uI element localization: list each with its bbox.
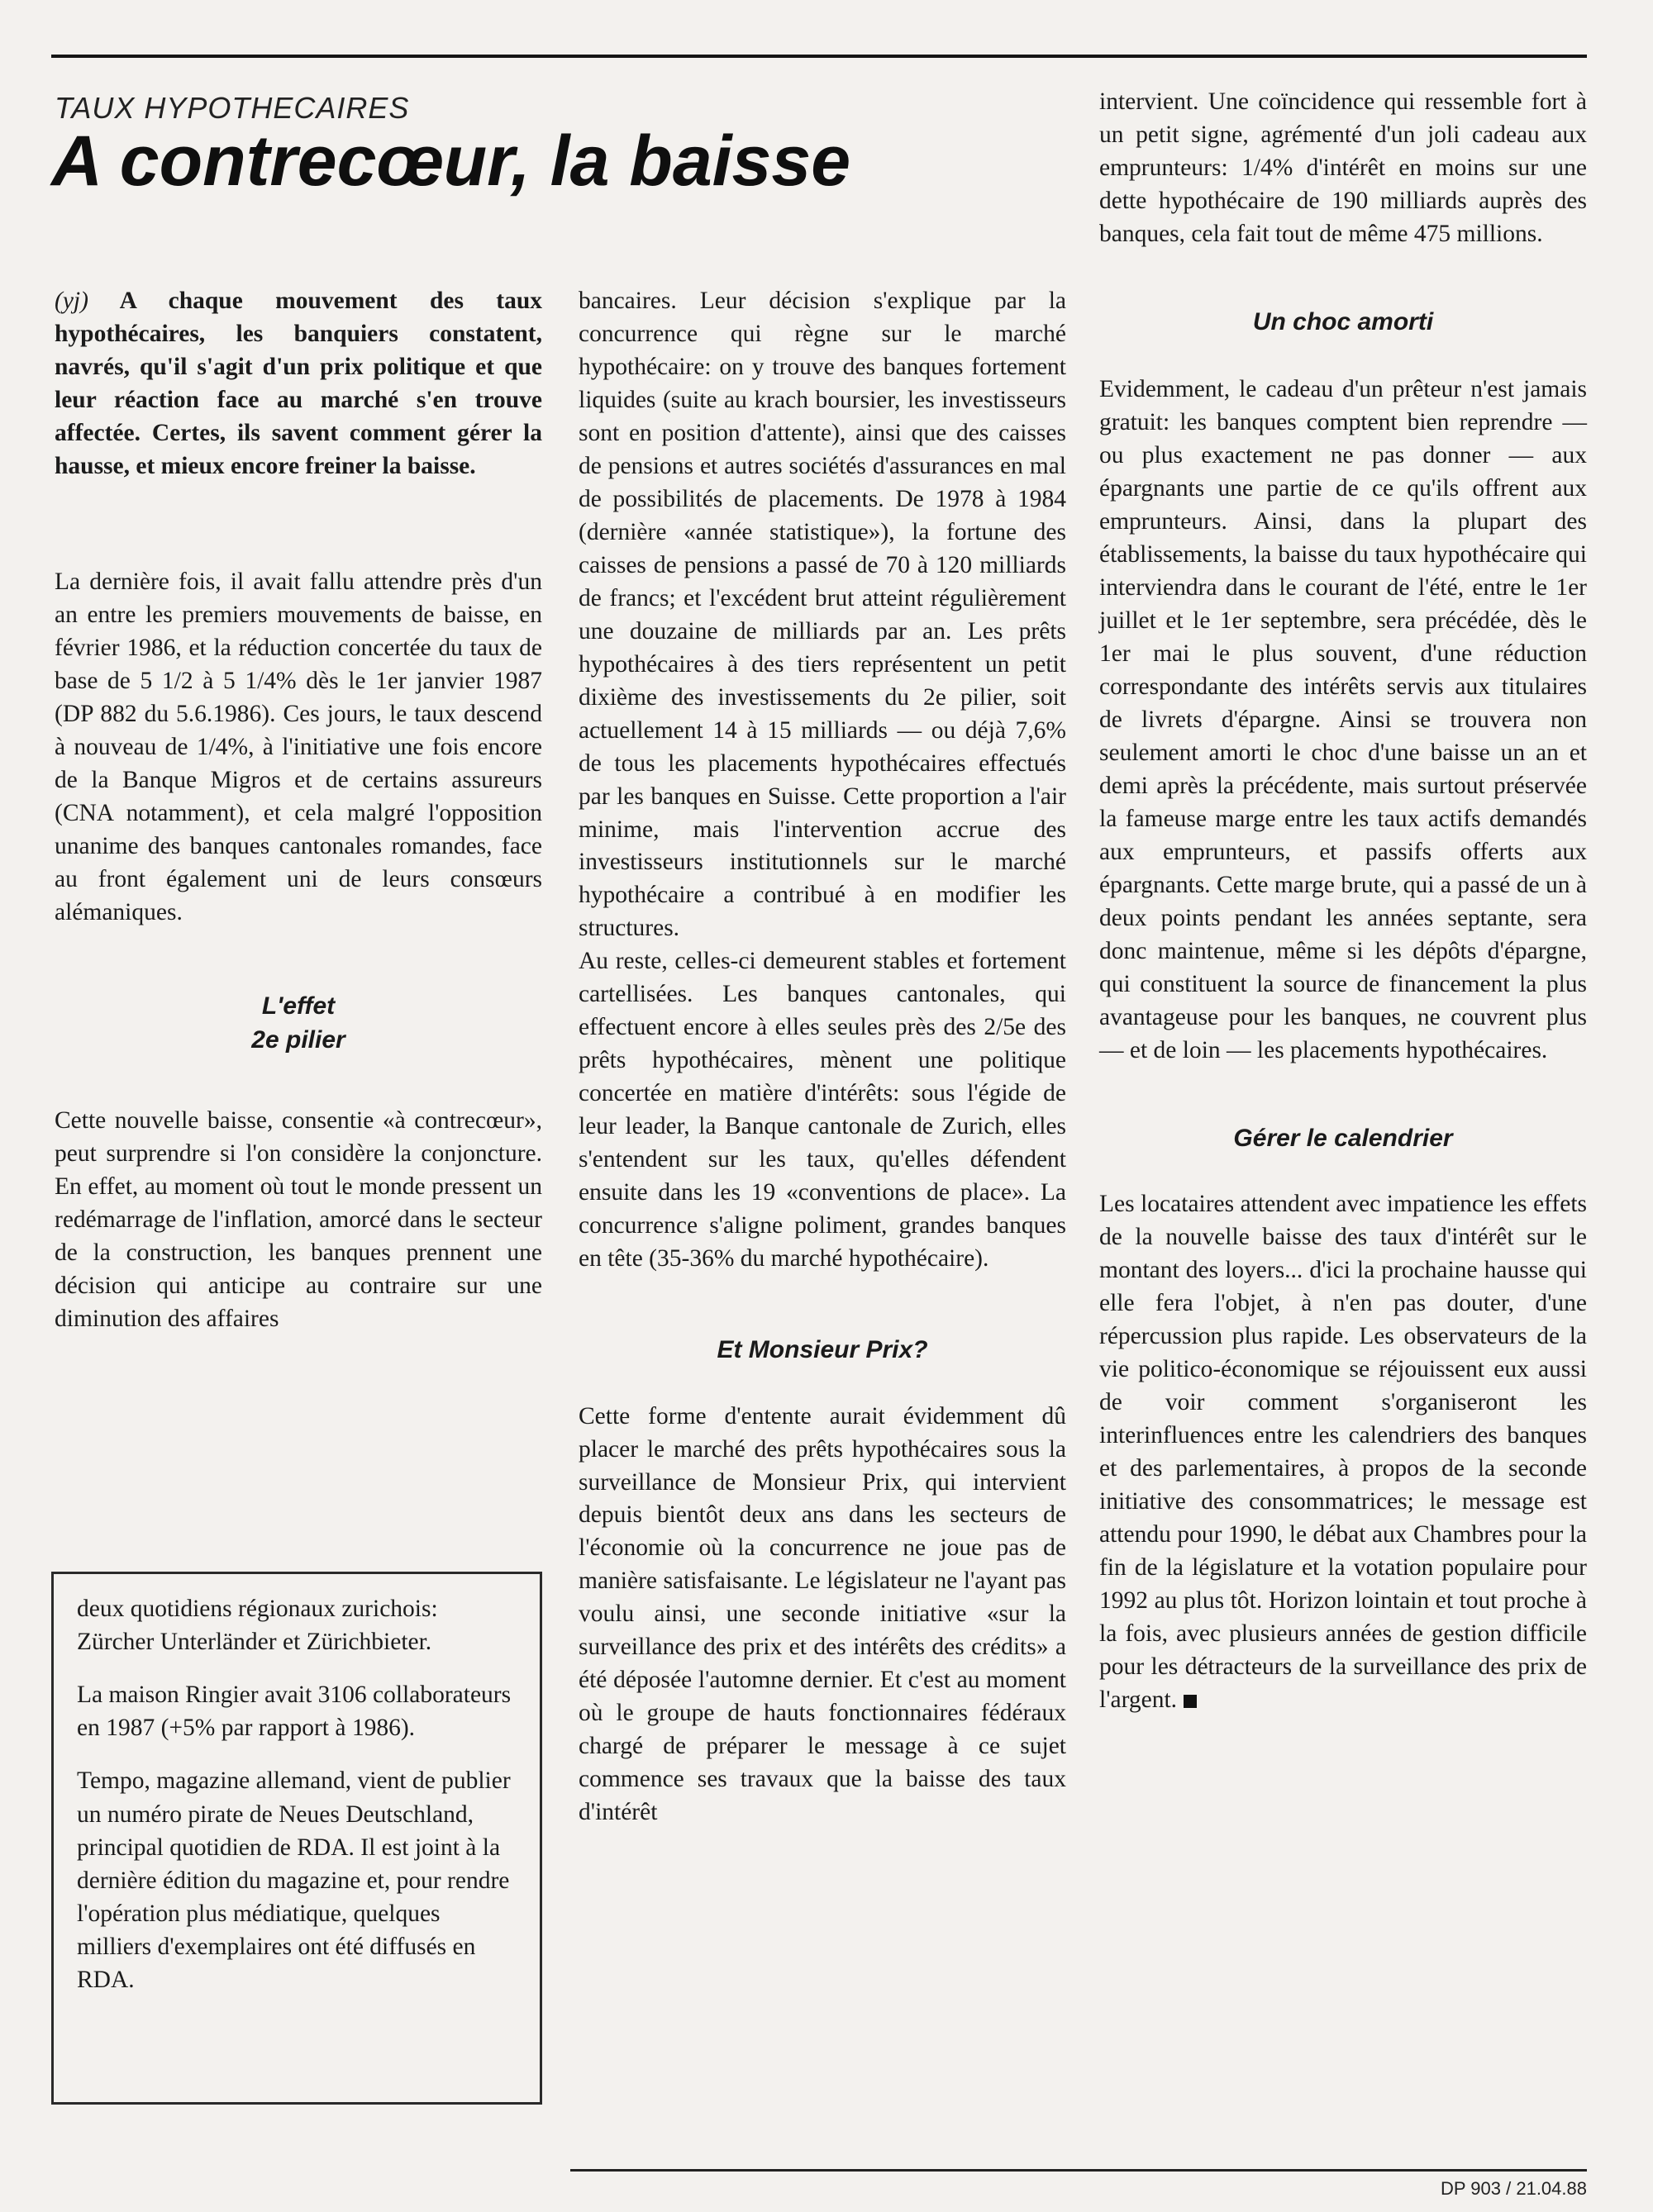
sidebar-paragraph: Tempo, magazine allemand, vient de publier un numéro pirate de Neues Deutschland, principal quotidien de RDA. Il est joint à la dernière édition du magazine et, pour rendre l'opération plus médiatique, quelques milliers d'exemplaires ont été diffusés en RDA. [77, 1767, 511, 1994]
issue-reference: DP 903 / 21.04.88 [1441, 2178, 1587, 2199]
paragraph: Au reste, celles-ci demeurent stables et fortement cartellisées. Les banques cantonales, qui effectuent encore à elles seules près des 2/5e des prêts hypothécaires, mènent une politique concertée en matière d'intérêts: sous l'égide de leur leader, la Banque cantonale de Zurich, elles s'entendent sur les taux, qu'elles défendent ensuite dans les 19 «conventions de place». La concurrence s'aligne poliment, grandes banques en tête (35-36% du marché hypothécaire). [579, 948, 1066, 1272]
byline: (yj) [55, 288, 88, 314]
subheading-choc: Un choc amorti [1252, 307, 1434, 335]
sidebar-paragraph: deux quotidiens régionaux zurichois: Zürcher Unterländer et Zürichbieter. [77, 1596, 438, 1656]
paragraph: Cette forme d'entente aurait évidemment dû placer le marché des prêts hypothécaires sous la surveillance de Monsieur Prix, qui intervient depuis bientôt deux ans dans les secteurs de l'économie où la concurrence ne joue pas de manière satisfaisante. Le législateur ne l'ayant pas voulu ainsi, une seconde initiative «sur la surveillance des prix et des intérêts des crédits» a été déposée l'automne dernier. Et c'est au moment où le groupe de hauts fonctionnaires fédéraux chargé de préparer le message à ce sujet commence ses travaux que la baisse des taux d'intérêt [579, 1402, 1066, 1826]
paragraph: intervient. Une coïncidence qui ressemble fort à un petit signe, agrémenté d'un joli cadeau aux emprunteurs: 1/4% d'intérêt en moins sur une dette hypothécaire de 190 milliards auprès des banques, cela fait tout de même 475 millions. [1099, 88, 1587, 247]
subheading-prix: Et Monsieur Prix? [717, 1336, 928, 1364]
paragraph: Evidemment, le cadeau d'un prêteur n'est jamais gratuit: les banques comptent bien reprendre — ou plus exactement ne pas donner — aux épargnants une partie de ce qu'ils offrent aux emprunteurs. Ainsi, dans la plupart des établissements, la baisse du taux hypothécaire qui interviendra dans le courant de l'été, entre le 1er juillet et le 1er septembre, sera précédée, dès le 1er mai le plus souvent, d'une réduction correspondante des intérêts servis aux titulaires de livrets d'épargne. Ainsi se trouvera non seulement amorti le choc d'une baisse un an et demi après la précédente, mais surtout préservée la fameuse marge entre les taux actifs demandés aux emprunteurs, et passifs offerts aux épargnants. Cette marge brute, qui a passé de un à deux points pendant les années septante, sera donc maintenue, même si les dépôts d'épargne, qui constituent la source de financement la plus avantageuse pour les banques, ne couvrent plus — et de loin — les placements hypothécaires. [1099, 376, 1587, 1063]
sidebar-box [51, 1572, 542, 2105]
end-mark-icon [1184, 1695, 1197, 1708]
sidebar-paragraph: La maison Ringier avait 3106 collaborateurs en 1987 (+5% par rapport à 1986). [77, 1682, 512, 1742]
subheading-calendrier: Gérer le calendrier [1233, 1124, 1453, 1152]
column-2 [579, 285, 1066, 1829]
lead-text: A chaque mouvement des taux hypothécaires, les banquiers constatent, navrés, qu'il s'agit d'un prix politique et que leur réaction face au marché s'en trouve affectée. Certes, ils savent comment gérer la hausse, et mieux encore freiner la baisse. [55, 288, 542, 479]
paragraph-text: Les locataires attendent avec impatience les effets de la nouvelle baisse des taux d'intérêt sur le montant des loyers... d'ici la prochaine hausse qui elle fera l'objet, à n'en pas douter, d'une répercussion plus rapide. Les observateurs de la vie politico-économique se réjouissent eux aussi de voir comment s'organiseront les interinfluences entre les calendriers des banques et des parlementaires, à propos de la seconde initiative des consommatrices; le message est attendu pour 1990, le débat aux Chambres pour la fin de la législature et la votation populaire pour 1992 au plus tôt. Horizon lointain et tout proche à la fois, avec plusieurs années de gestion difficile pour les détracteurs de la surveillance des prix de l'argent. [1099, 1191, 1587, 1713]
paragraph: Cette nouvelle baisse, consentie «à contrecœur», peut surprendre si l'on considère la conjoncture. En effet, au moment où tout le monde pressent un redémarrage de l'inflation, amorcé dans le secteur de la construction, les banques prennent une décision qui anticipe au contraire sur une diminution des affaires [55, 1107, 542, 1333]
paragraph: bancaires. Leur décision s'explique par la concurrence qui règne sur le marché hypothécaire: on y trouve des banques fortement liquides (suite au krach boursier, les investisseurs sont en position d'attente), ainsi que des caisses de pensions et autres sociétés d'assurances en mal de possibilités de placements. De 1978 à 1984 (dernière «année statistique»), la fortune des caisses de pensions a passé de 70 à 120 milliards de francs; et l'excédent brut atteint régulièrement une douzaine de milliards par an. Les prêts hypothécaires à des tiers représentent un petit dixième des investissements du 2e pilier, soit actuellement 14 à 15 milliards — ou déjà 7,6% de tous les placements hypothécaires effectués par les banques en Suisse. Cette proportion a l'air minime, mais l'intervention accrue des investisseurs institutionnels sur le marché hypothécaire a contribué à en modifier les structures. [579, 288, 1066, 942]
subheading-line: 2e pilier [251, 1025, 345, 1054]
subheading-line: L'effet [261, 992, 336, 1020]
paragraph: La dernière fois, il avait fallu attendre près d'un an entre les premiers mouvements de baisse, en février 1986, et la réduction concertée du taux de base de 5 1/2 à 5 1/4% dès le 1er janvier 1987 (DP 882 du 5.6.1986). Ces jours, le taux descend à nouveau de 1/4%, à l'initiative une fois encore de la Banque Migros et de certains assureurs (CNA notamment), et cela malgré l'opposition unanime des banques cantonales romandes, face au front également uni de leurs consœurs alémaniques. [55, 568, 542, 925]
bottom-rule [570, 2169, 1587, 2172]
article-title: A contrecœur, la baisse [51, 121, 851, 201]
top-rule [51, 55, 1587, 58]
rubric: TAUX HYPOTHECAIRES [55, 91, 410, 125]
column-3 [1099, 86, 1587, 1717]
subheading-effet [55, 990, 542, 1057]
paragraph [1099, 1188, 1587, 1717]
column-1 [55, 285, 542, 1336]
lead-paragraph [55, 285, 542, 483]
